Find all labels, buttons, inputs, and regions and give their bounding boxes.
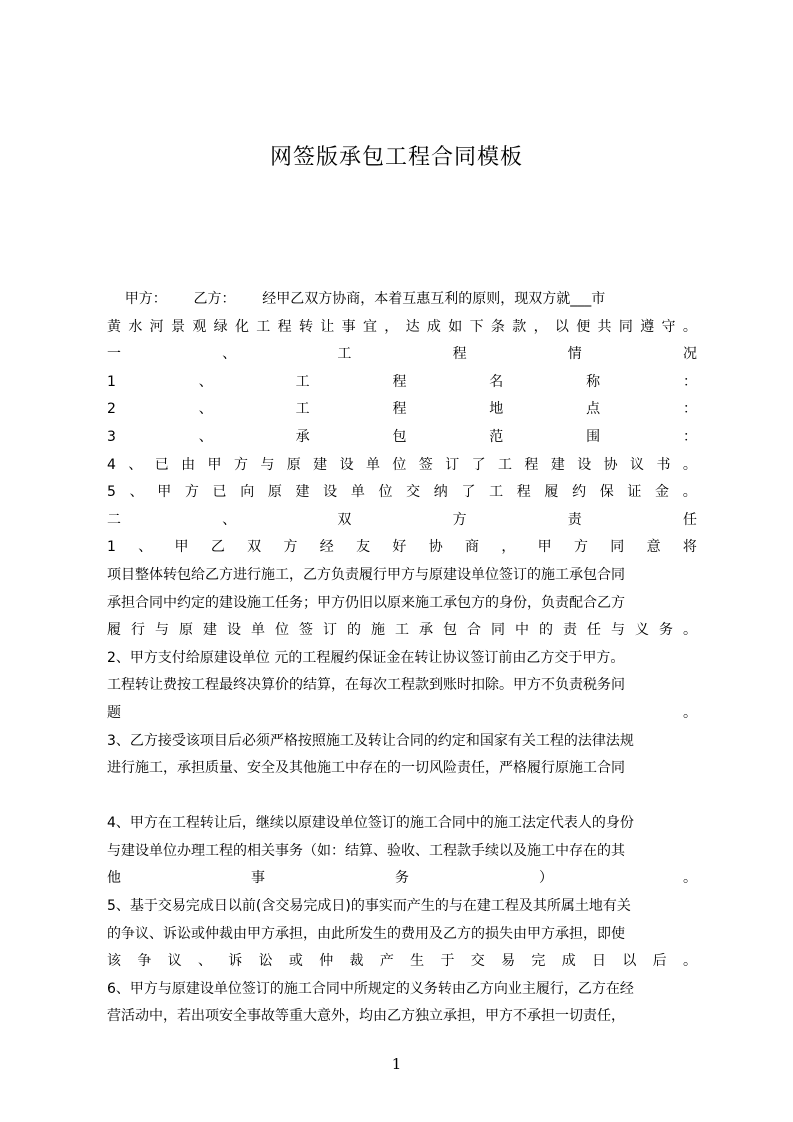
paragraph-line: 该 争 议 、 诉 讼 或 仲 裁 产 生 于 交 易 完 成 日 以 后 。 xyxy=(107,953,697,970)
paragraph-line: 题 。 xyxy=(107,704,697,721)
paragraph-line: 他 事 务 ） 。 xyxy=(107,870,697,887)
paragraph-line: 5、基于交易完成日以前(含交易完成日)的事实而产生的与在建工程及其所属土地有关 xyxy=(107,898,631,915)
paragraph-line: 4 、 已 由 甲 方 与 原 建 设 单 位 签 订 了 工 程 建 设 协 议 书 。 xyxy=(107,456,697,473)
paragraph-line: 3 、 承 包 范 围 ： xyxy=(107,428,697,445)
paragraph-line: 与建设单位办理工程的相关事务（如：结算、验收、工程款手续以及施工中存在的其 xyxy=(107,842,625,859)
document-title: 网签版承包工程合同模板 xyxy=(269,145,523,170)
paragraph-line: 进行施工，承担质量、安全及其他施工中存在的一切风险责任，严格履行原施工合同 xyxy=(107,760,625,777)
paragraph-line: 工程转让费按工程最终决算价的结算，在每次工程款到账时扣除。甲方不负责税务问 xyxy=(107,677,625,694)
paragraph-line: 一 、 工 程 情 况 xyxy=(107,346,697,363)
page-number: 1 xyxy=(391,1055,402,1073)
paragraph-line: 1 、 甲 乙 双 方 经 友 好 协 商 ， 甲 方 同 意 将 xyxy=(107,539,697,556)
paragraph-line: 项目整体转包给乙方进行施工，乙方负责履行甲方与原建设单位签订的施工承包合同 xyxy=(107,566,625,583)
paragraph-line: 5 、 甲 方 已 向 原 建 设 单 位 交 纳 了 工 程 履 约 保 证 金 。 xyxy=(107,484,697,501)
paragraph-line: 6、甲方与原建设单位签订的施工合同中所规定的义务转由乙方向业主履行，乙方在经 xyxy=(107,980,634,997)
paragraph-line: 的争议、诉讼或仲裁由甲方承担，由此所发生的费用及乙方的损失由甲方承担，即使 xyxy=(107,925,625,942)
paragraph-line: 黄 水 河 景 观 绿 化 工 程 转 让 事 宜 ， 达 成 如 下 条 款 ， 以 便 共 同 遵 守 。 xyxy=(107,318,697,335)
paragraph-line: 甲方： 乙方： 经甲乙双方协商，本着互惠互利的原则，现双方就___市 xyxy=(107,291,606,307)
document-body xyxy=(107,286,697,1031)
paragraph-line xyxy=(107,783,697,811)
paragraph-line: 营活动中，若出项安全事故等重大意外，均由乙方独立承担，甲方不承担一切责任， xyxy=(107,1008,625,1025)
paragraph-line: 二 、 双 方 责 任 xyxy=(107,511,697,528)
paragraph-line: 2 、 工 程 地 点 ： xyxy=(107,401,697,418)
paragraph-line: 3、乙方接受该项目后必须严格按照施工及转让合同的约定和国家有关工程的法律法规 xyxy=(107,732,634,749)
paragraph-line: 承担合同中约定的建设施工任务；甲方仍旧以原来施工承包方的身份，负责配合乙方 xyxy=(107,594,625,611)
paragraph-line: 履 行 与 原 建 设 单 位 签 订 的 施 工 承 包 合 同 中 的 责 任 与 义 务 。 xyxy=(107,622,697,639)
paragraph-line: 4、甲方在工程转让后，继续以原建设单位签订的施工合同中的施工法定代表人的身份 xyxy=(107,815,634,832)
paragraph-line: 2、甲方支付给原建设单位 元的工程履约保证金在转让协议签订前由乙方交于甲方。 xyxy=(107,649,625,666)
paragraph-line: 1 、 工 程 名 称 ： xyxy=(107,373,697,390)
